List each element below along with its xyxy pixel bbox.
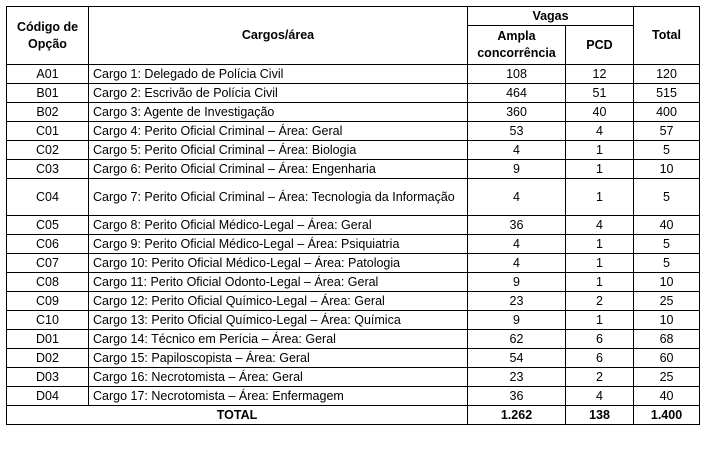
- row-pcd: 1: [566, 254, 634, 273]
- row-cargo: Cargo 6: Perito Oficial Criminal – Área: Engenharia: [89, 160, 468, 179]
- header-cargos: Cargos/área: [89, 7, 468, 65]
- row-pcd: 1: [566, 160, 634, 179]
- row-ampla: 108: [468, 65, 566, 84]
- row-total: 400: [634, 103, 700, 122]
- table-row: [7, 179, 700, 216]
- row-cargo: Cargo 9: Perito Oficial Médico-Legal – Área: Psiquiatria: [89, 235, 468, 254]
- totals-total: 1.400: [634, 406, 700, 425]
- row-code: D03: [7, 368, 89, 387]
- totals-row: [7, 406, 700, 425]
- header-vagas: Vagas: [468, 7, 634, 26]
- row-cargo: Cargo 14: Técnico em Perícia – Área: Geral: [89, 330, 468, 349]
- row-pcd: 12: [566, 65, 634, 84]
- row-pcd: 40: [566, 103, 634, 122]
- row-cargo: Cargo 13: Perito Oficial Químico-Legal – Área: Química: [89, 311, 468, 330]
- row-total: 515: [634, 84, 700, 103]
- row-total: 60: [634, 349, 700, 368]
- table-row: [7, 216, 700, 235]
- table-row: [7, 330, 700, 349]
- row-total: 68: [634, 330, 700, 349]
- table-row: [7, 235, 700, 254]
- row-cargo: Cargo 12: Perito Oficial Químico-Legal – Área: Geral: [89, 292, 468, 311]
- row-ampla: 23: [468, 368, 566, 387]
- row-pcd: 1: [566, 311, 634, 330]
- row-ampla: 9: [468, 311, 566, 330]
- table-row: [7, 387, 700, 406]
- row-ampla: 62: [468, 330, 566, 349]
- row-pcd: 6: [566, 330, 634, 349]
- row-pcd: 4: [566, 216, 634, 235]
- table-body: [7, 65, 700, 425]
- row-pcd: 1: [566, 141, 634, 160]
- row-code: D02: [7, 349, 89, 368]
- row-code: C07: [7, 254, 89, 273]
- row-cargo: Cargo 2: Escrivão de Polícia Civil: [89, 84, 468, 103]
- row-ampla: 4: [468, 179, 566, 216]
- row-code: A01: [7, 65, 89, 84]
- row-code: D01: [7, 330, 89, 349]
- table-row: [7, 160, 700, 179]
- row-cargo: Cargo 17: Necrotomista – Área: Enfermagem: [89, 387, 468, 406]
- row-total: 5: [634, 141, 700, 160]
- row-pcd: 2: [566, 368, 634, 387]
- row-ampla: 9: [468, 273, 566, 292]
- row-cargo: Cargo 5: Perito Oficial Criminal – Área: Biologia: [89, 141, 468, 160]
- row-total: 10: [634, 160, 700, 179]
- row-pcd: 6: [566, 349, 634, 368]
- row-cargo: Cargo 10: Perito Oficial Médico-Legal – Área: Patologia: [89, 254, 468, 273]
- table-row: [7, 65, 700, 84]
- totals-label: TOTAL: [7, 406, 468, 425]
- vacancies-table-container: [6, 6, 700, 425]
- row-code: C03: [7, 160, 89, 179]
- row-cargo: Cargo 8: Perito Oficial Médico-Legal – Área: Geral: [89, 216, 468, 235]
- row-code: C09: [7, 292, 89, 311]
- row-code: C05: [7, 216, 89, 235]
- row-total: 5: [634, 235, 700, 254]
- table-row: [7, 103, 700, 122]
- row-cargo: Cargo 1: Delegado de Polícia Civil: [89, 65, 468, 84]
- row-total: 5: [634, 179, 700, 216]
- row-pcd: 1: [566, 273, 634, 292]
- vacancies-table: [6, 6, 700, 425]
- table-row: [7, 292, 700, 311]
- table-row: [7, 368, 700, 387]
- row-total: 40: [634, 387, 700, 406]
- table-row: [7, 273, 700, 292]
- row-total: 40: [634, 216, 700, 235]
- row-ampla: 53: [468, 122, 566, 141]
- row-total: 25: [634, 292, 700, 311]
- row-code: B02: [7, 103, 89, 122]
- header-pcd: PCD: [566, 26, 634, 65]
- header-ampla: Ampla concorrência: [468, 26, 566, 65]
- row-pcd: 1: [566, 235, 634, 254]
- row-code: C04: [7, 179, 89, 216]
- row-code: C08: [7, 273, 89, 292]
- totals-ampla: 1.262: [468, 406, 566, 425]
- totals-pcd: 138: [566, 406, 634, 425]
- table-row: [7, 349, 700, 368]
- row-ampla: 360: [468, 103, 566, 122]
- table-row: [7, 141, 700, 160]
- row-total: 5: [634, 254, 700, 273]
- row-pcd: 4: [566, 387, 634, 406]
- row-cargo: Cargo 7: Perito Oficial Criminal – Área: Tecnologia da Informação: [89, 179, 468, 216]
- row-ampla: 4: [468, 141, 566, 160]
- table-row: [7, 311, 700, 330]
- header-row-1: [7, 7, 700, 26]
- row-code: C01: [7, 122, 89, 141]
- row-cargo: Cargo 4: Perito Oficial Criminal – Área: Geral: [89, 122, 468, 141]
- row-total: 10: [634, 273, 700, 292]
- row-cargo: Cargo 11: Perito Oficial Odonto-Legal – Área: Geral: [89, 273, 468, 292]
- row-ampla: 54: [468, 349, 566, 368]
- row-code: B01: [7, 84, 89, 103]
- row-total: 25: [634, 368, 700, 387]
- row-code: C02: [7, 141, 89, 160]
- row-cargo: Cargo 3: Agente de Investigação: [89, 103, 468, 122]
- row-ampla: 23: [468, 292, 566, 311]
- row-total: 120: [634, 65, 700, 84]
- row-pcd: 2: [566, 292, 634, 311]
- row-total: 10: [634, 311, 700, 330]
- table-row: [7, 122, 700, 141]
- header-codigo: Código de Opção: [7, 7, 89, 65]
- table-row: [7, 84, 700, 103]
- row-ampla: 464: [468, 84, 566, 103]
- row-code: C06: [7, 235, 89, 254]
- header-total: Total: [634, 7, 700, 65]
- row-code: C10: [7, 311, 89, 330]
- row-pcd: 4: [566, 122, 634, 141]
- row-total: 57: [634, 122, 700, 141]
- table-row: [7, 254, 700, 273]
- row-ampla: 4: [468, 235, 566, 254]
- row-cargo: Cargo 16: Necrotomista – Área: Geral: [89, 368, 468, 387]
- row-ampla: 36: [468, 216, 566, 235]
- row-pcd: 51: [566, 84, 634, 103]
- row-ampla: 36: [468, 387, 566, 406]
- row-code: D04: [7, 387, 89, 406]
- row-cargo: Cargo 15: Papiloscopista – Área: Geral: [89, 349, 468, 368]
- row-pcd: 1: [566, 179, 634, 216]
- row-ampla: 4: [468, 254, 566, 273]
- row-ampla: 9: [468, 160, 566, 179]
